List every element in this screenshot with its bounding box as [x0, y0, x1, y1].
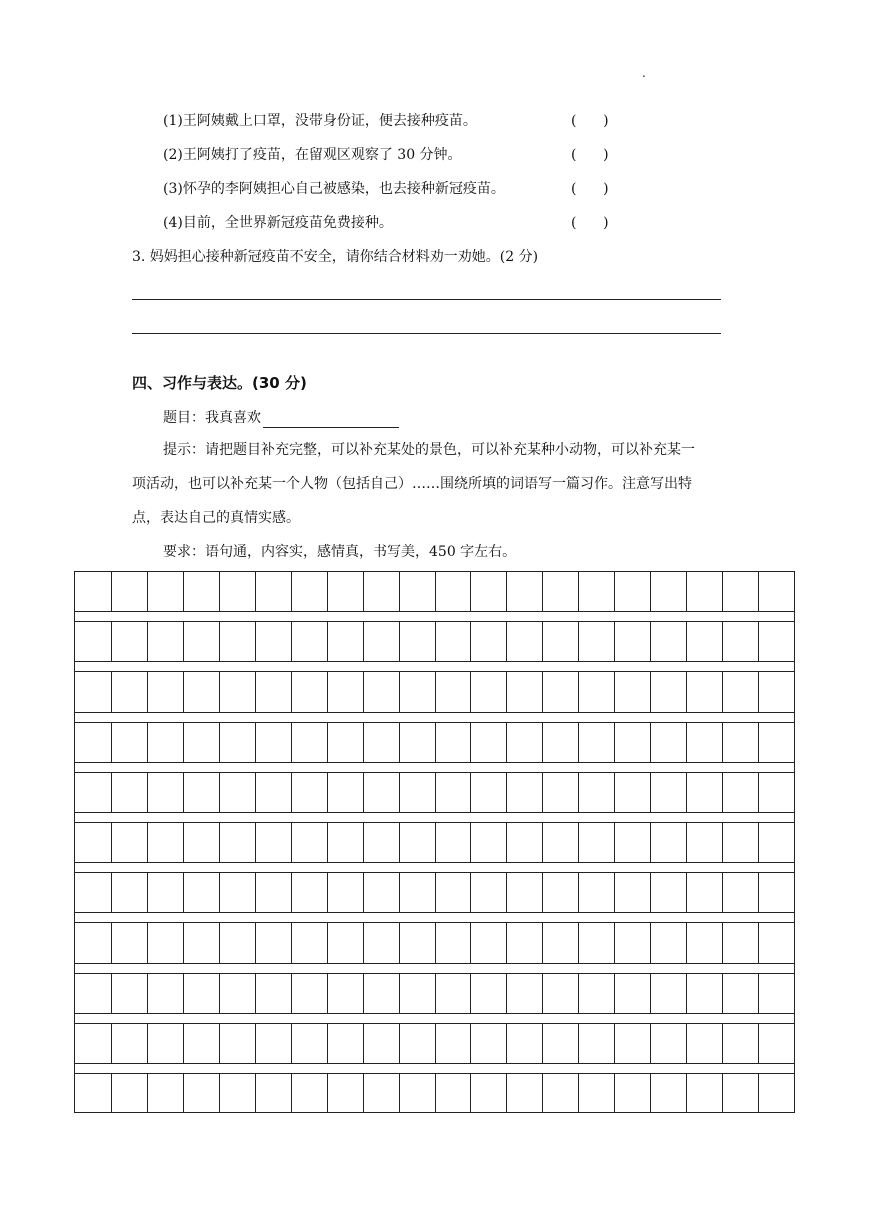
- grid-cell-divider: [542, 622, 543, 661]
- grid-cell-divider: [686, 923, 687, 962]
- essay-hint: [132, 433, 742, 535]
- grid-cell-divider: [650, 873, 651, 912]
- grid-cell-divider: [327, 873, 328, 912]
- grid-cell-divider: [147, 923, 148, 962]
- answer-parentheses: ( ): [571, 181, 609, 197]
- grid-cell-divider: [255, 723, 256, 762]
- grid-cell-divider: [399, 974, 400, 1013]
- grid-cell-divider: [183, 873, 184, 912]
- corner-mark: .: [642, 66, 646, 80]
- grid-cell-divider: [327, 923, 328, 962]
- grid-cell-divider: [255, 622, 256, 661]
- grid-cell-divider: [399, 672, 400, 711]
- grid-cell-divider: [506, 823, 507, 862]
- grid-cell-divider: [506, 672, 507, 711]
- grid-cell-divider: [291, 974, 292, 1013]
- grid-cell-divider: [506, 1074, 507, 1112]
- grid-cell-divider: [470, 773, 471, 812]
- grid-cell-divider: [722, 974, 723, 1013]
- grid-cell-divider: [578, 974, 579, 1013]
- grid-cell-divider: [614, 823, 615, 862]
- grid-cell-divider: [758, 723, 759, 762]
- grid-cell-divider: [291, 1074, 292, 1112]
- grid-cell-divider: [363, 1074, 364, 1112]
- grid-cell-divider: [578, 723, 579, 762]
- grid-cell-divider: [111, 1024, 112, 1063]
- grid-cell-divider: [722, 622, 723, 661]
- grid-cell-divider: [722, 672, 723, 711]
- grid-cell-divider: [506, 572, 507, 611]
- grid-cell-divider: [722, 572, 723, 611]
- grid-cell-divider: [363, 923, 364, 962]
- topic-label: 题目：我真喜欢: [163, 410, 261, 426]
- grid-cell-divider: [111, 622, 112, 661]
- grid-cell-divider: [758, 1074, 759, 1112]
- grid-cell-divider: [650, 773, 651, 812]
- grid-cell-divider: [686, 873, 687, 912]
- grid-cell-divider: [111, 974, 112, 1013]
- essay-topic: [163, 408, 399, 428]
- grid-cell-divider: [363, 723, 364, 762]
- grid-cell-divider: [614, 773, 615, 812]
- grid-cell-divider: [722, 923, 723, 962]
- grid-cell-divider: [147, 672, 148, 711]
- grid-cell-divider: [363, 1024, 364, 1063]
- grid-cell-divider: [183, 572, 184, 611]
- grid-cell-divider: [650, 622, 651, 661]
- answer-parentheses: ( ): [571, 215, 609, 231]
- grid-cell-divider: [183, 823, 184, 862]
- grid-cell-divider: [255, 773, 256, 812]
- grid-cell-divider: [255, 1074, 256, 1112]
- grid-cell-divider: [255, 1024, 256, 1063]
- grid-cell-divider: [147, 823, 148, 862]
- grid-cell-divider: [435, 823, 436, 862]
- grid-cell-divider: [614, 873, 615, 912]
- grid-cell-divider: [327, 622, 328, 661]
- grid-cell-divider: [183, 723, 184, 762]
- grid-cell-divider: [399, 873, 400, 912]
- true-false-item: [163, 145, 623, 165]
- grid-cell-divider: [219, 974, 220, 1013]
- grid-cell-divider: [399, 923, 400, 962]
- grid-cell-divider: [650, 923, 651, 962]
- grid-cell-divider: [435, 974, 436, 1013]
- grid-cell-divider: [542, 823, 543, 862]
- grid-cell-divider: [435, 773, 436, 812]
- grid-cell-divider: [614, 1024, 615, 1063]
- answer-parentheses: ( ): [571, 147, 609, 163]
- grid-cell-divider: [183, 974, 184, 1013]
- grid-cell-divider: [614, 622, 615, 661]
- grid-cell-divider: [758, 622, 759, 661]
- grid-cell-divider: [435, 1074, 436, 1112]
- grid-cell-divider: [470, 823, 471, 862]
- grid-cell-divider: [399, 622, 400, 661]
- grid-cell-divider: [650, 672, 651, 711]
- grid-cell-divider: [291, 1024, 292, 1063]
- grid-cell-divider: [506, 622, 507, 661]
- item-text: (4)目前，全世界新冠疫苗免费接种。: [163, 215, 393, 231]
- grid-cell-divider: [650, 723, 651, 762]
- grid-cell-divider: [542, 723, 543, 762]
- grid-cell-divider: [363, 823, 364, 862]
- grid-cell-divider: [686, 672, 687, 711]
- grid-cell-divider: [650, 974, 651, 1013]
- grid-cell-divider: [327, 572, 328, 611]
- grid-cell-divider: [578, 923, 579, 962]
- row-separator: [75, 963, 794, 974]
- grid-cell-divider: [542, 1024, 543, 1063]
- grid-cell-divider: [111, 823, 112, 862]
- grid-cell-divider: [327, 1024, 328, 1063]
- grid-cell-divider: [578, 1074, 579, 1112]
- grid-cell-divider: [578, 622, 579, 661]
- grid-cell-divider: [686, 572, 687, 611]
- grid-cell-divider: [578, 823, 579, 862]
- grid-cell-divider: [255, 823, 256, 862]
- grid-cell-divider: [255, 672, 256, 711]
- grid-cell-divider: [470, 974, 471, 1013]
- grid-cell-divider: [399, 1024, 400, 1063]
- row-separator: [75, 812, 794, 823]
- question-3: 3. 妈妈担心接种新冠疫苗不安全，请你结合材料劝一劝她。(2 分): [132, 249, 539, 265]
- grid-cell-divider: [614, 572, 615, 611]
- grid-cell-divider: [614, 974, 615, 1013]
- grid-cell-divider: [219, 823, 220, 862]
- grid-cell-divider: [758, 773, 759, 812]
- item-text: (1)王阿姨戴上口罩，没带身份证，便去接种疫苗。: [163, 113, 477, 129]
- answer-parentheses: ( ): [571, 113, 609, 129]
- grid-cell-divider: [506, 873, 507, 912]
- grid-cell-divider: [183, 923, 184, 962]
- grid-cell-divider: [758, 572, 759, 611]
- grid-cell-divider: [650, 1024, 651, 1063]
- grid-cell-divider: [147, 723, 148, 762]
- grid-cell-divider: [578, 873, 579, 912]
- grid-cell-divider: [327, 974, 328, 1013]
- grid-cell-divider: [470, 873, 471, 912]
- answer-line[interactable]: [132, 333, 721, 334]
- grid-cell-divider: [758, 823, 759, 862]
- grid-cell-divider: [183, 622, 184, 661]
- grid-cell-divider: [758, 1024, 759, 1063]
- true-false-item: [163, 111, 623, 131]
- grid-cell-divider: [111, 773, 112, 812]
- grid-cell-divider: [255, 873, 256, 912]
- grid-cell-divider: [758, 672, 759, 711]
- row-separator: [75, 912, 794, 923]
- grid-cell-divider: [291, 773, 292, 812]
- grid-cell-divider: [650, 823, 651, 862]
- grid-cell-divider: [435, 723, 436, 762]
- grid-cell-divider: [147, 1024, 148, 1063]
- row-separator: [75, 661, 794, 672]
- grid-cell-divider: [363, 873, 364, 912]
- grid-cell-divider: [183, 672, 184, 711]
- grid-cell-divider: [291, 923, 292, 962]
- hint-line: 提示：请把题目补充完整，可以补充某处的景色，可以补充某种小动物，可以补充某一: [163, 442, 695, 458]
- grid-cell-divider: [219, 1074, 220, 1112]
- grid-cell-divider: [327, 672, 328, 711]
- grid-cell-divider: [399, 823, 400, 862]
- grid-cell-divider: [291, 622, 292, 661]
- grid-cell-divider: [542, 974, 543, 1013]
- grid-cell-divider: [722, 823, 723, 862]
- grid-cell-divider: [255, 572, 256, 611]
- grid-cell-divider: [542, 1074, 543, 1112]
- grid-cell-divider: [111, 923, 112, 962]
- hint-line: 点，表达自己的真情实感。: [132, 510, 300, 526]
- grid-cell-divider: [435, 1024, 436, 1063]
- grid-cell-divider: [542, 873, 543, 912]
- grid-cell-divider: [399, 773, 400, 812]
- writing-grid[interactable]: [74, 571, 795, 1113]
- row-separator: [75, 611, 794, 622]
- grid-cell-divider: [111, 672, 112, 711]
- grid-cell-divider: [255, 974, 256, 1013]
- grid-cell-divider: [614, 672, 615, 711]
- grid-cell-divider: [686, 823, 687, 862]
- grid-cell-divider: [291, 723, 292, 762]
- grid-cell-divider: [758, 923, 759, 962]
- grid-cell-divider: [614, 1074, 615, 1112]
- grid-cell-divider: [147, 572, 148, 611]
- true-false-item: [163, 213, 623, 233]
- grid-cell-divider: [542, 773, 543, 812]
- grid-cell-divider: [327, 823, 328, 862]
- grid-cell-divider: [435, 923, 436, 962]
- grid-cell-divider: [435, 622, 436, 661]
- grid-cell-divider: [758, 873, 759, 912]
- grid-cell-divider: [291, 823, 292, 862]
- grid-cell-divider: [363, 974, 364, 1013]
- grid-cell-divider: [219, 572, 220, 611]
- grid-cell-divider: [578, 773, 579, 812]
- grid-cell-divider: [506, 773, 507, 812]
- grid-cell-divider: [722, 1074, 723, 1112]
- grid-cell-divider: [578, 672, 579, 711]
- grid-cell-divider: [147, 622, 148, 661]
- grid-cell-divider: [614, 723, 615, 762]
- grid-cell-divider: [111, 723, 112, 762]
- topic-blank[interactable]: [263, 413, 399, 428]
- grid-cell-divider: [506, 923, 507, 962]
- grid-cell-divider: [578, 1024, 579, 1063]
- grid-cell-divider: [435, 672, 436, 711]
- grid-cell-divider: [219, 622, 220, 661]
- answer-line[interactable]: [132, 299, 721, 300]
- grid-cell-divider: [399, 723, 400, 762]
- grid-cell-divider: [147, 873, 148, 912]
- grid-cell-divider: [722, 873, 723, 912]
- grid-cell-divider: [111, 572, 112, 611]
- grid-cell-divider: [506, 974, 507, 1013]
- grid-cell-divider: [542, 923, 543, 962]
- grid-cell-divider: [291, 873, 292, 912]
- grid-cell-divider: [183, 1074, 184, 1112]
- grid-cell-divider: [578, 572, 579, 611]
- row-separator: [75, 1013, 794, 1024]
- grid-cell-divider: [291, 672, 292, 711]
- grid-cell-divider: [686, 622, 687, 661]
- grid-cell-divider: [399, 572, 400, 611]
- true-false-item: [163, 179, 623, 199]
- grid-cell-divider: [327, 723, 328, 762]
- grid-cell-divider: [219, 923, 220, 962]
- grid-cell-divider: [111, 1074, 112, 1112]
- grid-cell-divider: [363, 773, 364, 812]
- grid-cell-divider: [435, 572, 436, 611]
- grid-cell-divider: [219, 1024, 220, 1063]
- grid-cell-divider: [363, 672, 364, 711]
- hint-line: 项活动，也可以补充某一个人物（包括自己）……围绕所填的词语写一篇习作。注意写出特: [132, 476, 692, 492]
- grid-cell-divider: [470, 923, 471, 962]
- grid-cell-divider: [686, 1074, 687, 1112]
- grid-cell-divider: [147, 1074, 148, 1112]
- grid-cell-divider: [650, 1074, 651, 1112]
- grid-cell-divider: [758, 974, 759, 1013]
- grid-cell-divider: [470, 572, 471, 611]
- grid-cell-divider: [399, 1074, 400, 1112]
- grid-cell-divider: [255, 923, 256, 962]
- grid-cell-divider: [686, 773, 687, 812]
- row-separator: [75, 762, 794, 773]
- grid-cell-divider: [291, 572, 292, 611]
- grid-cell-divider: [722, 723, 723, 762]
- grid-cell-divider: [470, 1074, 471, 1112]
- grid-cell-divider: [506, 723, 507, 762]
- grid-cell-divider: [722, 773, 723, 812]
- grid-cell-divider: [219, 773, 220, 812]
- grid-cell-divider: [219, 723, 220, 762]
- grid-cell-divider: [111, 873, 112, 912]
- section-title: 四、习作与表达。(30 分): [132, 374, 307, 392]
- grid-cell-divider: [327, 773, 328, 812]
- row-separator: [75, 862, 794, 873]
- grid-cell-divider: [147, 974, 148, 1013]
- grid-cell-divider: [614, 923, 615, 962]
- grid-cell-divider: [219, 873, 220, 912]
- grid-cell-divider: [686, 974, 687, 1013]
- grid-cell-divider: [470, 1024, 471, 1063]
- grid-cell-divider: [363, 572, 364, 611]
- grid-cell-divider: [650, 572, 651, 611]
- grid-cell-divider: [470, 672, 471, 711]
- row-separator: [75, 1063, 794, 1074]
- grid-cell-divider: [506, 1024, 507, 1063]
- grid-cell-divider: [686, 723, 687, 762]
- essay-requirement: 要求：语句通，内容实，感情真，书写美，450 字左右。: [163, 544, 517, 560]
- grid-cell-divider: [686, 1024, 687, 1063]
- grid-cell-divider: [722, 1024, 723, 1063]
- grid-cell-divider: [183, 773, 184, 812]
- grid-cell-divider: [542, 672, 543, 711]
- row-separator: [75, 712, 794, 723]
- grid-cell-divider: [147, 773, 148, 812]
- grid-cell-divider: [183, 1024, 184, 1063]
- item-text: (2)王阿姨打了疫苗，在留观区观察了 30 分钟。: [163, 147, 462, 163]
- grid-cell-divider: [219, 672, 220, 711]
- grid-cell-divider: [363, 622, 364, 661]
- grid-cell-divider: [470, 723, 471, 762]
- grid-cell-divider: [542, 572, 543, 611]
- grid-cell-divider: [470, 622, 471, 661]
- item-text: (3)怀孕的李阿姨担心自己被感染，也去接种新冠疫苗。: [163, 181, 505, 197]
- grid-cell-divider: [435, 873, 436, 912]
- grid-cell-divider: [327, 1074, 328, 1112]
